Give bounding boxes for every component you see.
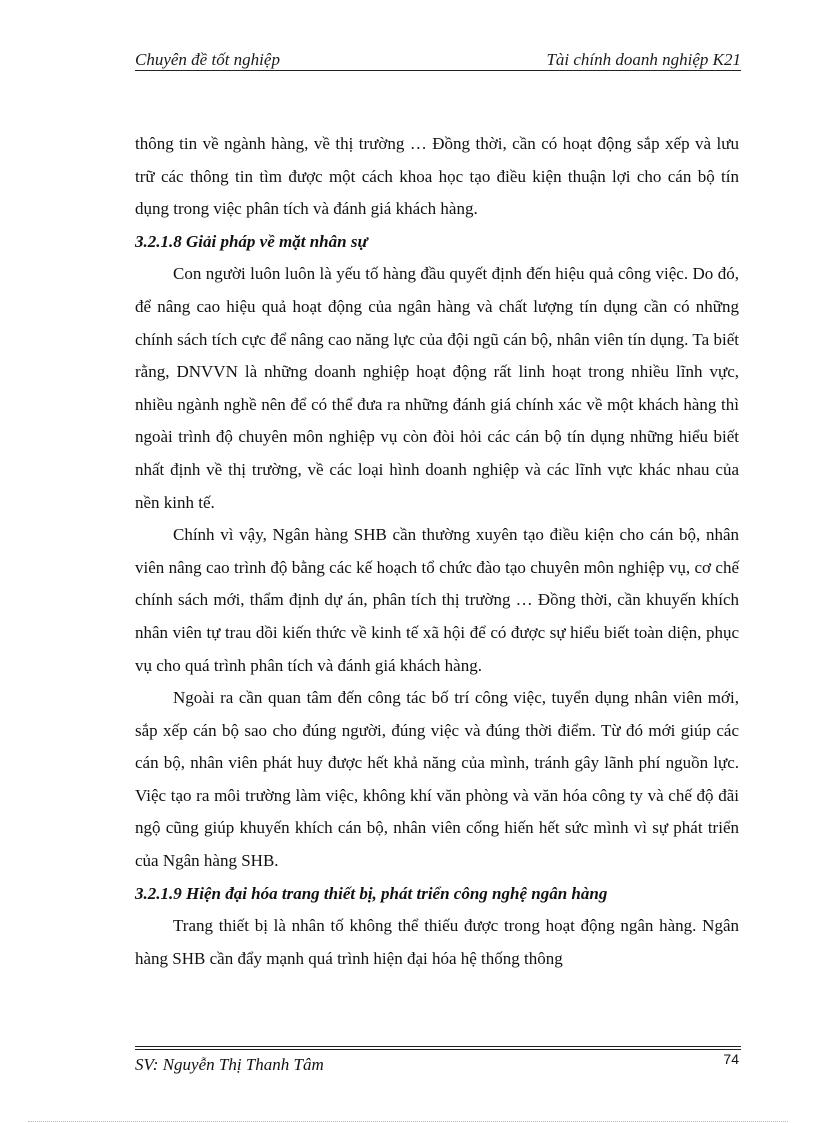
document-body: [135, 128, 739, 975]
page-bottom-edge: [28, 1121, 788, 1122]
page-number: 74: [723, 1051, 739, 1067]
paragraph-3: Chính vì vậy, Ngân hàng SHB cần thường xuyên tạo điều kiện cho cán bộ, nhân viên nâng cao trình độ bằng các kế hoạch tổ chức đào tạo chuyên môn nghiệp vụ, cơ chế chính sách mới, thẩm định dự án, phân tích thị trường … Đồng thời, cần khuyến khích nhân viên tự trau dồi kiến thức về kinh tế xã hội để có được sự hiểu biết toàn diện, phục vụ cho quá trình phân tích và đánh giá khách hàng.: [135, 525, 739, 675]
section-heading-3-2-1-9: 3.2.1.9 Hiện đại hóa trang thiết bị, phát triển công nghệ ngân hàng: [135, 883, 608, 903]
header-right-text: Tài chính doanh nghiệp K21: [546, 50, 741, 69]
paragraph-5: Trang thiết bị là nhân tố không thể thiếu được trong hoạt động ngân hàng. Ngân hàng SHB cần đẩy mạnh quá trình hiện đại hóa hệ thống thông: [135, 916, 739, 968]
section-heading-3-2-1-8: 3.2.1.8 Giải pháp về mặt nhân sự: [135, 231, 368, 251]
paragraph-1: thông tin về ngành hàng, về thị trường … Đồng thời, cần có hoạt động sắp xếp và lưu trữ các thông tin tìm được một cách khoa học tạo điều kiện thuận lợi cho cán bộ tín dụng trong việc phân tích và đánh giá khách hàng.: [135, 134, 739, 219]
paragraph-2: Con người luôn luôn là yếu tố hàng đầu quyết định đến hiệu quả công việc. Do đó, để nâng cao hiệu quả hoạt động của ngân hàng và chất lượng tín dụng cần có những chính sách tích cực để nâng cao năng lực của đội ngũ cán bộ, nhân viên tín dụng. Ta biết rằng, DNVVN là những doanh nghiệp hoạt động rất linh hoạt trong nhiều lĩnh vực, nhiều ngành nghề nên để có thể đưa ra những đánh giá chính xác về một khách hàng thì ngoài trình độ chuyên môn nghiệp vụ còn đòi hỏi các cán bộ tín dụng những hiểu biết nhất định về thị trường, về các loại hình doanh nghiệp và các lĩnh vực khác nhau của nền kinh tế.: [135, 264, 739, 512]
paragraph-4: Ngoài ra cần quan tâm đến công tác bố trí công việc, tuyển dụng nhân viên mới, sắp xếp cán bộ sao cho đúng người, đúng việc và đúng thời điểm. Từ đó mới giúp các cán bộ, nhân viên phát huy được hết khả năng của mình, tránh gây lãnh phí nguồn lực. Việc tạo ra môi trường làm việc, không khí văn phòng và văn hóa công ty và chế độ đãi ngộ cũng giúp khuyến khích cán bộ, nhân viên cống hiến hết sức mình vì sự phát triển của Ngân hàng SHB.: [135, 688, 739, 871]
page-footer: [135, 1053, 741, 1077]
footer-author: SV: Nguyễn Thị Thanh Tâm: [135, 1055, 324, 1074]
footer-divider-top: [135, 1046, 741, 1047]
header-divider: [135, 70, 741, 71]
header-left-text: Chuyên đề tốt nghiệp: [135, 50, 280, 69]
footer-divider-bottom: [135, 1049, 741, 1050]
